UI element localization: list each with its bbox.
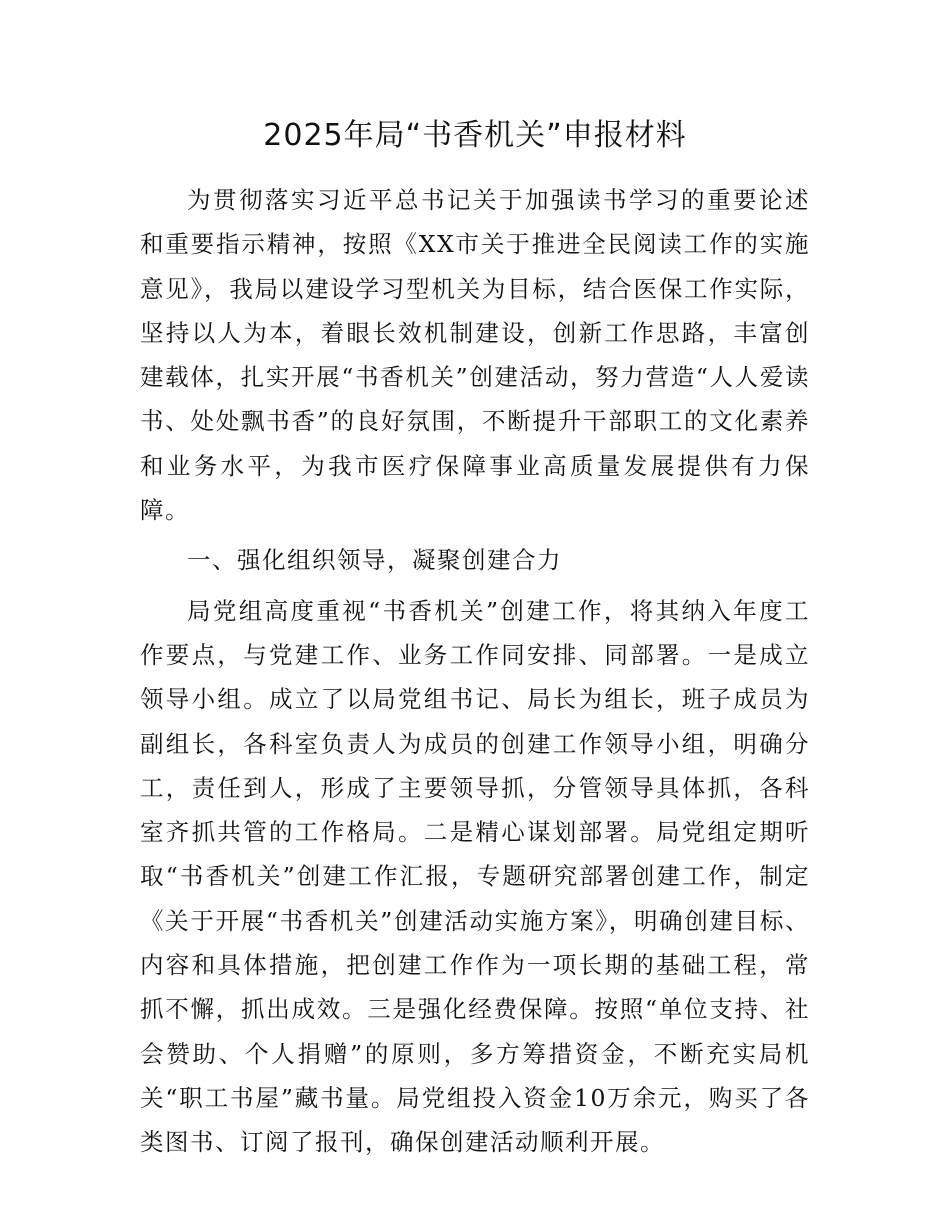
section-heading: 一、强化组织领导，凝聚创建合力 (187, 546, 562, 575)
document-title: 2025年局“书香机关”申报材料 (263, 118, 687, 153)
intro-paragraph: 为贯彻落实习近平总书记关于加强读书学习的重要论述和重要指示精神，按照《XX市关于推进全民阅读工作的实施意见》，我局以建设学习型机关为目标，结合医保工作实际，坚持以人为本，着眼长效机制建设，创新工作思路，丰富创建载体，扎实开展“书香机关”创建活动，努力营造“人人爱读书、处处飘书香”的良好氛围，不断提升干部职工的文化素养和业务水平，为我市医疗保障事业高质量发展提供有力保障。 (140, 186, 810, 525)
section-paragraph: 局党组高度重视“书香机关”创建工作，将其纳入年度工作要点，与党建工作、业务工作同安排、同部署。一是成立领导小组。成立了以局党组书记、局长为组长，班子成员为副组长，各科室负责人为成员的创建工作领导小组，明确分工，责任到人，形成了主要领导抓，分管领导具体抓，各科室齐抓共管的工作格局。二是精心谋划部署。局党组定期听取“书香机关”创建工作汇报，专题研究部署创建工作，制定《关于开展“书香机关”创建活动实施方案》，明确创建目标、内容和具体措施，把创建工作作为一项长期的基础工程，常抓不懈，抓出成效。三是强化经费保障。按照“单位支持、社会赞助、个人捐赠”的原则，多方筹措资金，不断充实局机关“职工书屋”藏书量。局党组投入资金10万余元，购买了各类图书、订阅了报刊，确保创建活动顺利开展。 (140, 596, 810, 1157)
